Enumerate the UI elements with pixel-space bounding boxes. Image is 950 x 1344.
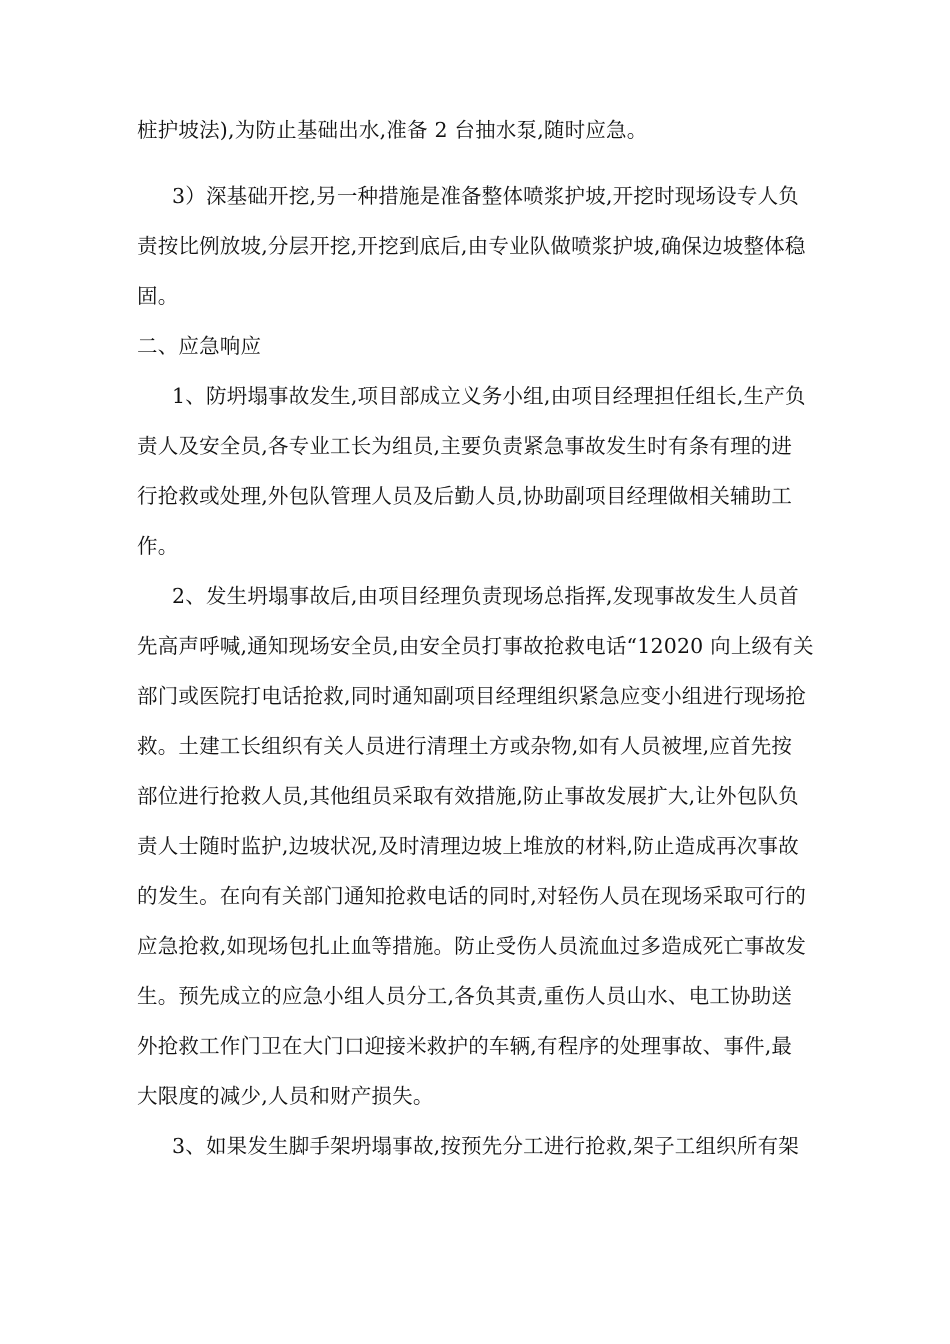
text-line: 责按比例放坡,分层开挖,开挖到底后,由专业队做喷浆护坡,确保边坡整体稳 xyxy=(137,234,806,258)
text-line: 责人及安全员,各专业工长为组员,主要负责紧急事故发生时有条有理的进 xyxy=(137,434,793,458)
text-line: 固。 xyxy=(137,284,179,308)
text-line: 部门或医院打电话抢救,同时通知副项目经理组织紧急应变小组进行现场抢 xyxy=(137,684,807,708)
text-line: 行抢救或处理,外包队管理人员及后勤人员,协助副项目经理做相关辅助工 xyxy=(137,484,793,508)
text-line: 应急抢救,如现场包扎止血等措施。防止受伤人员流血过多造成死亡事故发 xyxy=(137,934,807,958)
text-line: 大限度的减少,人员和财产损失。 xyxy=(137,1084,434,1108)
text-line: 桩护坡法),为防止基础出水,准备 2 台抽水泵,随时应急。 xyxy=(137,118,648,142)
text-line: 部位进行抢救人员,其他组员采取有效措施,防止事故发展扩大,让外包队负 xyxy=(137,784,799,808)
text-line: 先高声呼喊,通知现场安全员,由安全员打事故抢救电话“12020 向上级有关 xyxy=(137,634,814,658)
section-heading: 二、应急响应 xyxy=(137,334,262,358)
text-line: 的发生。在向有关部门通知抢救电话的同时,对轻伤人员在现场采取可行的 xyxy=(137,884,807,908)
text-line: 作。 xyxy=(137,534,179,558)
text-line: 3、如果发生脚手架坍塌事故,按预先分工进行抢救,架子工组织所有架 xyxy=(172,1134,799,1158)
text-line: 救。土建工长组织有关人员进行清理土方或杂物,如有人员被埋,应首先按 xyxy=(137,734,793,758)
text-line: 生。预先成立的应急小组人员分工,各负其责,重伤人员山水、电工协助送 xyxy=(137,984,793,1008)
text-line: 责人士随时监护,边坡状况,及时清理边坡上堆放的材料,防止造成再次事故 xyxy=(137,834,799,858)
text-line: 1、防坍塌事故发生,项目部成立义务小组,由项目经理担任组长,生产负 xyxy=(172,384,806,408)
text-line: 外抢救工作门卫在大门口迎接米救护的车辆,有程序的处理事故、事件,最 xyxy=(137,1034,793,1058)
text-line: 3）深基础开挖,另一种措施是准备整体喷浆护坡,开挖时现场设专人负 xyxy=(172,184,799,208)
text-line: 2、发生坍塌事故后,由项目经理负责现场总指挥,发现事故发生人员首 xyxy=(172,584,799,608)
